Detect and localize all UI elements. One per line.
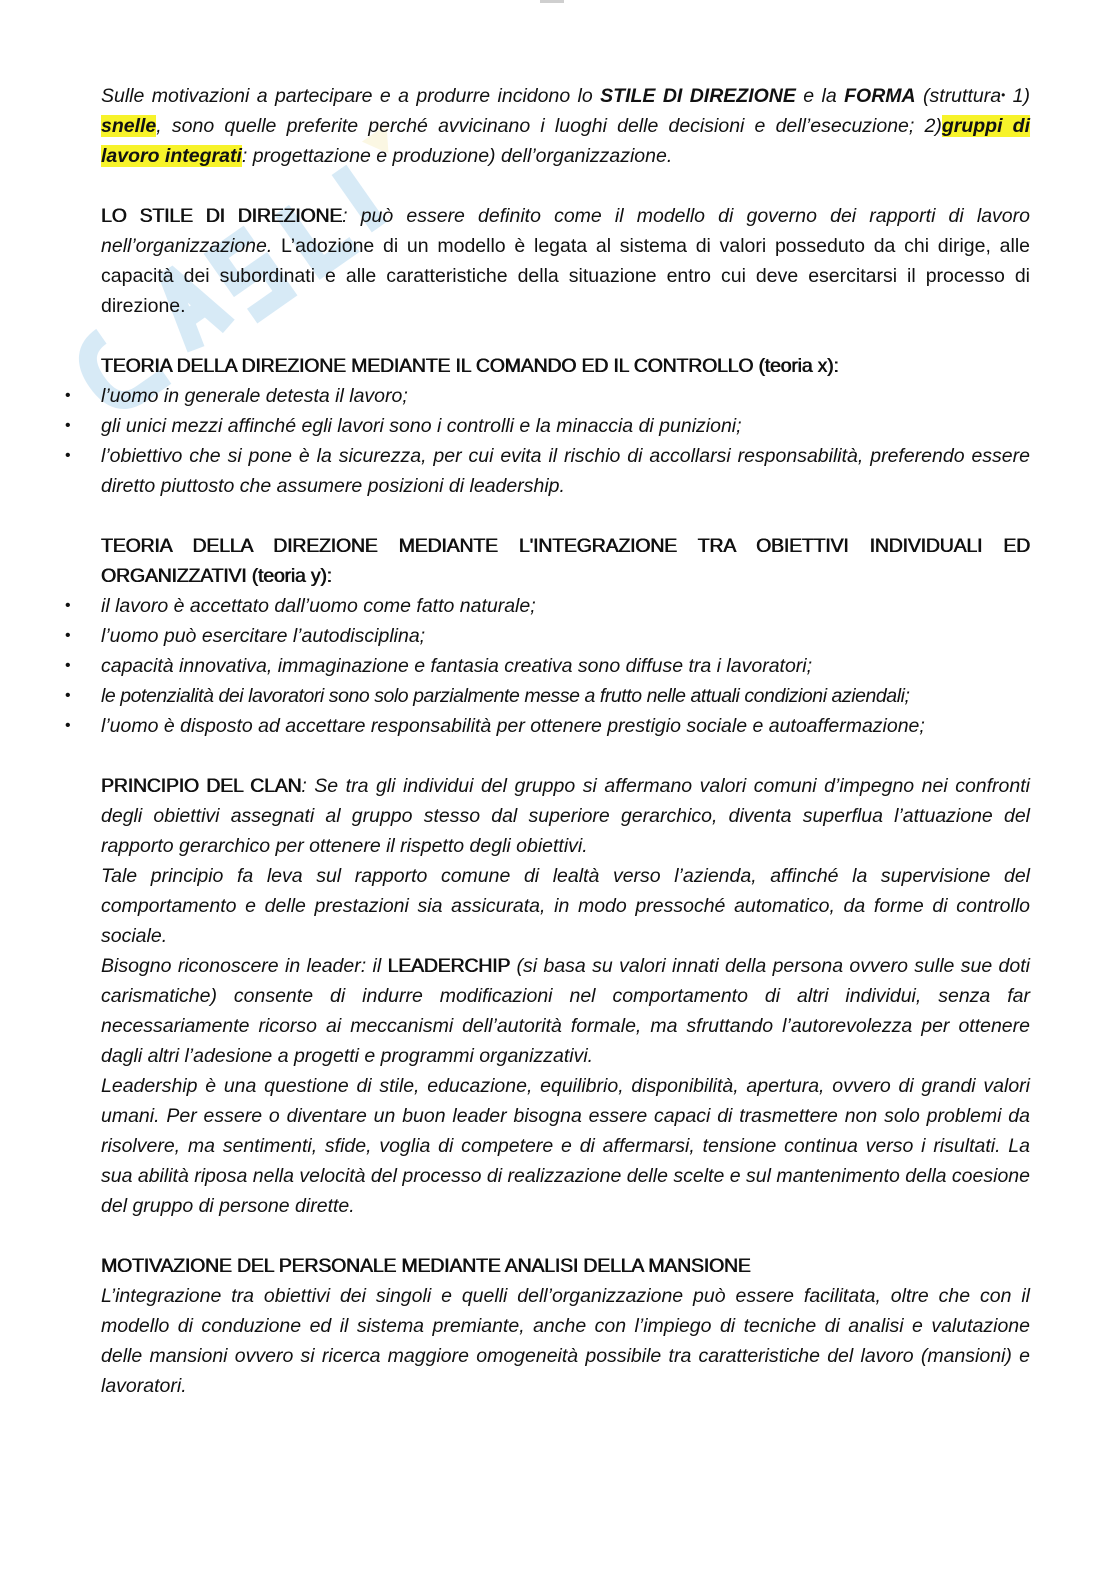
header-mark: [540, 0, 564, 3]
bullet-icon: •: [65, 447, 71, 464]
stile-text: L’adozione di un modello è legata al sistema di valori posseduto da chi dirige, alle capacità dei subordinati e alle caratteristiche della situazione entro cui deve esercitarsi il processo di direzione.: [101, 235, 1030, 317]
motivazione-paragraph: L’integrazione tra obiettivi dei singoli e quelli dell’organizzazione può essere facilitata, oltre che con il modello di conduzione ed il sistema premiante, anche con l’impiego di tecniche di analisi e valutazione delle mansioni ovvero si ricerca maggiore omogeneità possibile tra caratteristiche del lavoro (mansioni) e lavoratori.: [101, 1285, 1030, 1397]
clan-paragraph-2: Tale principio fa leva sul rapporto comune di lealtà verso l’azienda, affinché la supervisione del comportamento e delle prestazioni sia assicurata, in modo pressoché automatico, da forme di controllo sociale.: [101, 865, 1030, 947]
leaderchip-keyword: LEADERCHIP: [387, 955, 511, 977]
intro-paragraph: [101, 80, 1030, 171]
snelle-keyword: snelle: [101, 115, 157, 137]
bullet-icon: •: [65, 387, 71, 404]
document-body: [65, 80, 1031, 1401]
intro-text: Sulle motivazioni a partecipare e a produrre incidono lo: [101, 85, 601, 107]
clan-heading: PRINCIPIO DEL CLAN: [101, 775, 302, 797]
intro-text: , sono quelle preferite perché avvicinano i luoghi delle decisioni e dell’esecuzione; 2): [156, 115, 942, 137]
list-item: • l’uomo può esercitare l’autodisciplina;: [101, 621, 1030, 651]
bullet-icon: •: [65, 657, 71, 674]
intro-text: (struttura: [915, 85, 1002, 107]
leadership-paragraph: Leadership è una questione di stile, educazione, equilibrio, disponibilità, apertura, ovvero di grandi valori umani. Per essere o diventare un buon leader bisogna essere capaci di trasmettere non solo problemi da risolvere, ma sentimenti, sfide, voglia di competere e di affermarsi, tensione continua verso i risultati. La sua abilità riposa nella velocità del processo di realizzazione delle scelte e sul mantenimento della coesione del gruppo di persone dirette.: [101, 1075, 1030, 1217]
list-item: • l’obiettivo che si pone è la sicurezza, per cui evita il rischio di accollarsi responsabilità, preferendo essere diretto piuttosto che assumere posizioni di leadership.: [101, 441, 1030, 501]
list-item: • gli unici mezzi affinché egli lavori sono i controlli e la minaccia di punizioni;: [101, 411, 1030, 441]
motivazione-heading: MOTIVAZIONE DEL PERSONALE MEDIANTE ANALISI DELLA MANSIONE: [101, 1255, 751, 1277]
teoria-y-heading: TEORIA DELLA DIREZIONE MEDIANTE L'INTEGRAZIONE TRA OBIETTIVI INDIVIDUALI ED ORGANIZZATIVI (teoria y):: [101, 535, 1030, 587]
bullet-icon: •: [65, 717, 71, 734]
list-item: • l’uomo è disposto ad accettare responsabilità per ottenere prestigio sociale e autoaffermazione;: [101, 711, 1030, 741]
stile-paragraph: [101, 201, 1030, 321]
stile-heading: LO STILE DI DIREZIONE: [101, 205, 343, 227]
intro-text: 1): [1005, 85, 1031, 107]
list-item: • capacità innovativa, immaginazione e fantasia creativa sono diffuse tra i lavoratori;: [101, 651, 1030, 681]
leaderchip-paragraph: [101, 951, 1030, 1071]
leaderchip-text: (si basa su valori innati della persona ovvero sulle sue doti carismatiche) consente di indurre modificazioni nel comportamento di altri individui, senza far necessariamente ricorso ai meccanismi dell’autorità formale, ma sfruttando l’autorevolezza per ottenere dagli altri l’adesione a progetti e programmi organizzativi.: [101, 955, 1030, 1067]
stile-keyword: STILE DI DIREZIONE: [600, 85, 796, 107]
teoria-x-list: [65, 381, 1030, 501]
list-item: • il lavoro è accettato dall’uomo come fatto naturale;: [101, 591, 1030, 621]
list-item: • l’uomo in generale detesta il lavoro;: [101, 381, 1030, 411]
bullet-icon: •: [65, 627, 71, 644]
list-item: • le potenzialità dei lavoratori sono solo parzialmente messe a frutto nelle attuali condizioni aziendali;: [101, 681, 1030, 711]
forma-keyword: FORMA: [844, 85, 916, 107]
intro-text: e la: [795, 85, 845, 107]
stile-definition: : può essere definito come il modello di governo dei rapporti di lavoro nell’organizzazione.: [101, 205, 1030, 257]
intro-text: : progettazione e produzione) dell’organizzazione.: [241, 145, 673, 167]
clan-text: : Se tra gli individui del gruppo si affermano valori comuni d’impegno nei confronti degli obiettivi assegnati al gruppo stesso dal superiore gerarchico, diventa superflua l’attuazione del rapporto gerarchico per ottenere il rispetto degli obiettivi.: [101, 775, 1030, 857]
gruppi-keyword: gruppi di lavoro integrati: [101, 115, 1030, 167]
bullet-icon: •: [65, 597, 71, 614]
teoria-y-list: [65, 591, 1030, 741]
teoria-x-heading: TEORIA DELLA DIREZIONE MEDIANTE IL COMANDO ED IL CONTROLLO (teoria x):: [101, 355, 839, 377]
bullet-icon: •: [65, 417, 71, 434]
bullet-icon: •: [65, 687, 71, 704]
inline-bullet: •: [1001, 88, 1006, 102]
leaderchip-text: Bisogno riconoscere in leader: il: [101, 955, 388, 977]
clan-paragraph: [101, 771, 1030, 861]
